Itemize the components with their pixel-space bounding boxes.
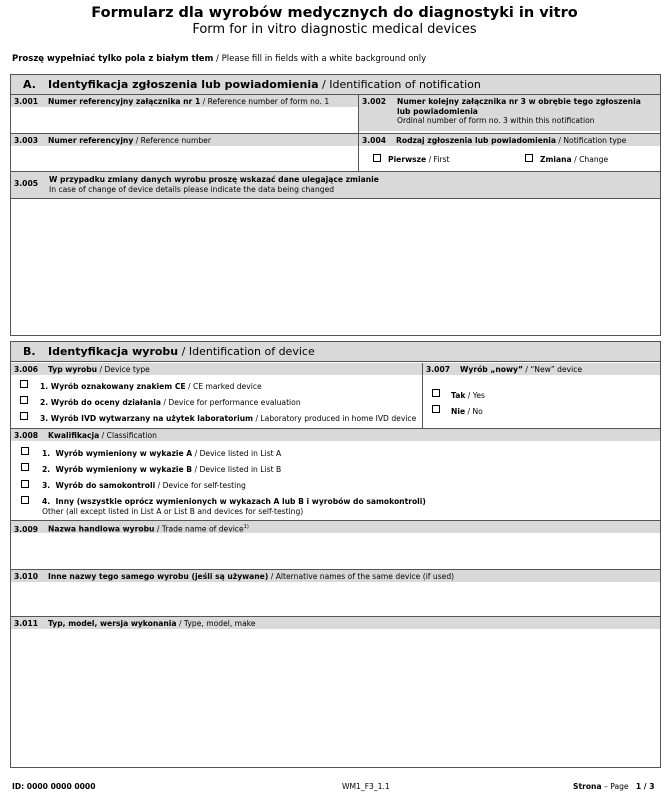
f3002-label: 3.002 Numer kolejny załącznika nr 3 w obrębie tego zgłoszenia lub powiadomienia Ordinal number of form no. 3 within this notification (362, 97, 641, 125)
in-house-ivd-label: 3. Wyrób IVD wytwarzany na użytek laboratorium / Laboratory produced in home IVD device (40, 414, 417, 423)
new-yes-label: Tak / Yes (451, 391, 486, 400)
f3008-label: 3.008 Kwalifikacja / Classification (14, 431, 157, 440)
form-title: Formularz dla wyrobów medycznych do diagnostyki in vitro (91, 5, 578, 21)
trade-name-field[interactable] (12, 534, 659, 568)
alternative-names-field[interactable] (12, 583, 659, 615)
performance-eval-label: 2. Wyrób do oceny działania / Device for performance evaluation (40, 398, 301, 407)
divider (422, 363, 423, 429)
section-b-letter: B. (23, 345, 36, 358)
instruction-text: Proszę wypełniać tylko pola z białym tłem / Please fill in fields with a white background only (12, 54, 427, 64)
self-testing-label: 3. Wyrób do samokontroli / Device for self-testing (42, 481, 246, 490)
footer-page: Strona – Page 1 / 3 (573, 782, 655, 791)
f3003-label: 3.003 Numer referencyjny / Reference number (14, 136, 211, 145)
performance-eval-checkbox[interactable] (20, 396, 28, 404)
section-a (10, 74, 661, 336)
self-testing-checkbox[interactable] (21, 480, 29, 488)
section-b (10, 341, 661, 768)
f3010-label: 3.010 Inne nazwy tego samego wyrobu (jeśli są używane) / Alternative names of the same device (if used) (14, 572, 455, 581)
type-model-field[interactable] (12, 630, 659, 766)
other-label: 4. Inny (wszystkie oprócz wymienionych w wykazach A lub B i wyrobów do samokontroli) Other (all except listed in List A or List B and devices for self-testing) (42, 497, 426, 516)
section-a-header (11, 75, 660, 95)
f3011-label: 3.011 Typ, model, wersja wykonania / Type, model, make (14, 619, 256, 628)
footer-id: ID: 0000 0000 0000 (12, 782, 96, 791)
change-option-label: Zmiana / Change (540, 155, 609, 164)
list-b-label: 2. Wyrób wymieniony w wykazie B / Device listed in List B (42, 465, 282, 474)
f3007-label: 3.007 Wyrób „nowy” / “New” device (426, 365, 583, 374)
list-b-checkbox[interactable] (21, 463, 29, 471)
section-b-header (11, 342, 660, 362)
changed-data-field[interactable] (12, 199, 659, 333)
first-option-label: Pierwsze / First (388, 155, 450, 164)
list-a-checkbox[interactable] (21, 447, 29, 455)
new-no-checkbox[interactable] (432, 405, 440, 413)
section-a-letter: A. (23, 78, 36, 91)
f3001-label: 3.001 Numer referencyjny załącznika nr 1 / Reference number of form no. 1 (14, 97, 330, 106)
other-checkbox[interactable] (21, 496, 29, 504)
in-house-ivd-checkbox[interactable] (20, 412, 28, 420)
f3009-label: 3.009 Nazwa handlowa wyrobu / Trade name of device$^{1)}$ (14, 524, 249, 534)
section-b-title: Identyfikacja wyrobu / Identification of device (48, 345, 315, 358)
change-checkbox[interactable] (525, 154, 533, 162)
form-subtitle: Form for in vitro diagnostic medical devices (192, 22, 477, 37)
new-yes-checkbox[interactable] (432, 389, 440, 397)
first-checkbox[interactable] (373, 154, 381, 162)
ce-marked-label: 1. Wyrób oznakowany znakiem CE / CE marked device (40, 382, 262, 391)
footer-code: WM1_F3_1.1 (342, 782, 390, 791)
f3004-label: 3.004 Rodzaj zgłoszenia lub powiadomienia / Notification type (362, 136, 627, 145)
f3005-label: 3.005 W przypadku zmiany danych wyrobu proszę wskazać dane ulegające zmianie In case of change of device details please indicate the data being changed (14, 175, 379, 194)
ce-marked-checkbox[interactable] (20, 380, 28, 388)
section-a-title: Identyfikacja zgłoszenia lub powiadomienia / Identification of notification (48, 78, 481, 91)
list-a-label: 1. Wyrób wymieniony w wykazie A / Device listed in List A (42, 449, 282, 458)
new-no-label: Nie / No (451, 407, 483, 416)
f3006-label: 3.006 Typ wyrobu / Device type (14, 365, 150, 374)
